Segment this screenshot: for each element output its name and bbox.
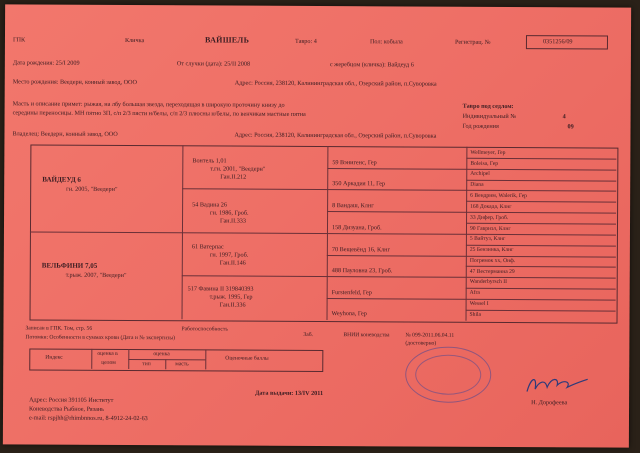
col-overall-1: оценка в [97,350,118,357]
signature-mark [523,371,593,397]
g2-3-name: 61 Ватерпас [191,243,224,251]
g3-2: 350 Аркадия 11, Гер [332,180,386,188]
col-eval: оценка [153,351,170,358]
col-type: тип [142,361,151,368]
birth-address: Адрес: Россия, 238120, Калининградская обл., Озерский район, п.Суворовка [234,79,437,88]
owner: Владелец: Веедерн, конный завод, ООО [12,130,118,138]
lab-label: Заб. [303,331,313,338]
g4-10: 25 Бензинка, Клнг [469,246,514,254]
institute-address-2: Коневодства Рыбное, Рязань [29,405,104,413]
col-overall-2: целом [101,359,116,366]
g4-12: 47 Вестерманна 29 [469,268,515,276]
birthplace: Место рождения: Веедерн, конный завод, ООО [12,78,138,87]
col-color: масть [175,361,189,368]
g4-1: Wellmeyer, Гер [470,149,506,156]
lab-name: ВНИИ коневодства [343,332,390,339]
g4-8: 90 Гавриэл, Клнг [469,225,511,233]
official-seal [405,346,491,402]
lab-reliability: (достоверно) [405,340,437,347]
lab-number: № 099-2011.06.04.11 [405,332,455,339]
g2-2-name: 54 Вадина 26 [192,201,227,209]
horse-name: ВАЙШЕЛЬ [204,35,250,45]
sire-detail: гн. 2005, "Веедерн" [66,185,118,193]
g2-4-ref: Ган.II.336 [219,301,246,309]
individual-label: Индивидуальный № [462,112,517,121]
g4-2: Boleisa, Гер [470,160,499,167]
g3-6: 488 Пауловна 23, Гроб. [331,267,393,275]
description-line-1: Масть и описание примет: рыжая, на лбу большая звезда, переходящая в широкую проточину книзу до [12,100,285,109]
g2-4-name: 517 Фавина II 319840393 [187,285,254,293]
g4-7: 33 Дифер, Гроб. [470,214,509,222]
g4-15: Wessel I [469,300,489,307]
birth-year-value: 09 [567,123,574,131]
g2-3-ref: Ган.II.146 [219,259,246,267]
pedigree-certificate [3,4,631,447]
col-scores: Оценочные баллы [225,355,269,362]
issue-date: Дата выдачи: 13/IV 2011 [255,389,324,398]
stallion: с жеребцом (кличка): Вайдеуд 6 [329,61,414,69]
individual-value: 4 [562,113,566,121]
birth-date: Дата рождения: 25/I 2009 [12,59,80,67]
description-line-2: середины переносицы. МН пятно 3П, с/п 2/3 пясти н/белы, с/п 2/3 плюсны н/белы, по венчикам мастные пятна [12,109,306,118]
nickname-label: Кличка [124,36,145,45]
g4-4: Diana [470,181,484,188]
g4-16: Shila [469,311,482,318]
g4-13: Wanderbyrsch II [469,278,508,285]
g4-14: Afra [469,289,480,296]
blood-test-note: Потомки: Особенности в суммах крови (Дата и № экспертизы) [25,334,175,342]
brand-label: Тавро: 4 [294,37,317,45]
g3-4: 158 Дизуана, Гроб. [331,224,382,232]
dam-detail: т.рыж. 2007, "Веедерн" [65,271,127,280]
birth-year-label: Год рождения [462,122,499,130]
g2-4-detail: т.рыж. 1995, Гер [209,293,253,301]
g2-1-name: Вонтель 1,01 [192,157,227,165]
g2-1-detail: т.гн. 2001, "Веедерн" [210,165,266,173]
gpk-label: ГПК [12,36,26,44]
g2-1-ref: Ган.II.212 [220,173,247,181]
g2-3-detail: гн. 1997, Гроб. [209,251,249,259]
institute-address-1: Адрес: Россия 391105 Институт [29,396,114,404]
brand-side-title: Тавро под седлом: [462,102,514,111]
gpk-record: Записан в ГПК. Том, стр. 56 [25,325,93,332]
sire-name: ВАЙДЕУД 6 [42,175,81,184]
mating-date: От случки (дата): 25/II 2008 [176,60,251,68]
g3-5: 70 Вещевёнд 16, Клнг [331,246,391,254]
g4-3: Archipel [470,170,490,177]
institute-contacts: e-mail: rspjhh@rhimbnnos.ru, 8-4912-24-02-63 [28,414,148,423]
signer-name: Н. Дорофеева [531,399,568,407]
reg-label: Регистрац. № [454,38,491,46]
g2-2-ref: Ган.II.333 [220,217,247,225]
g4-5: 6 Вендрим, Walerik, Гер [470,192,528,200]
performance-label: Работоспособность [181,326,228,333]
g3-3: 8 Вандаш, Клнг [332,202,374,210]
reg-number: 0351256/09 [542,38,573,46]
g3-8: Weyhona, Гер [331,310,367,318]
g3-7: Furstenfeld, Гер [331,289,372,297]
owner-address: Адрес: Россия, 238120, Калининградская обл., Озерский район, п.Суворовка [234,131,437,140]
sex-label: Пол: кобыла [369,38,403,46]
g3-1: 59 Вэнигенс, Гер [332,159,377,167]
g4-11: Погремок хх, Онф. [469,257,516,265]
g4-6: 168 Докада, Клнг [470,203,512,211]
g2-2-detail: гн. 1986, Гроб. [210,209,249,217]
dam-name: ВЕЛЬФИНИ 7,05 [41,261,98,270]
col-index: Индекс [45,354,63,361]
g4-9: 5 Вайтуз, Клнг [469,235,506,242]
